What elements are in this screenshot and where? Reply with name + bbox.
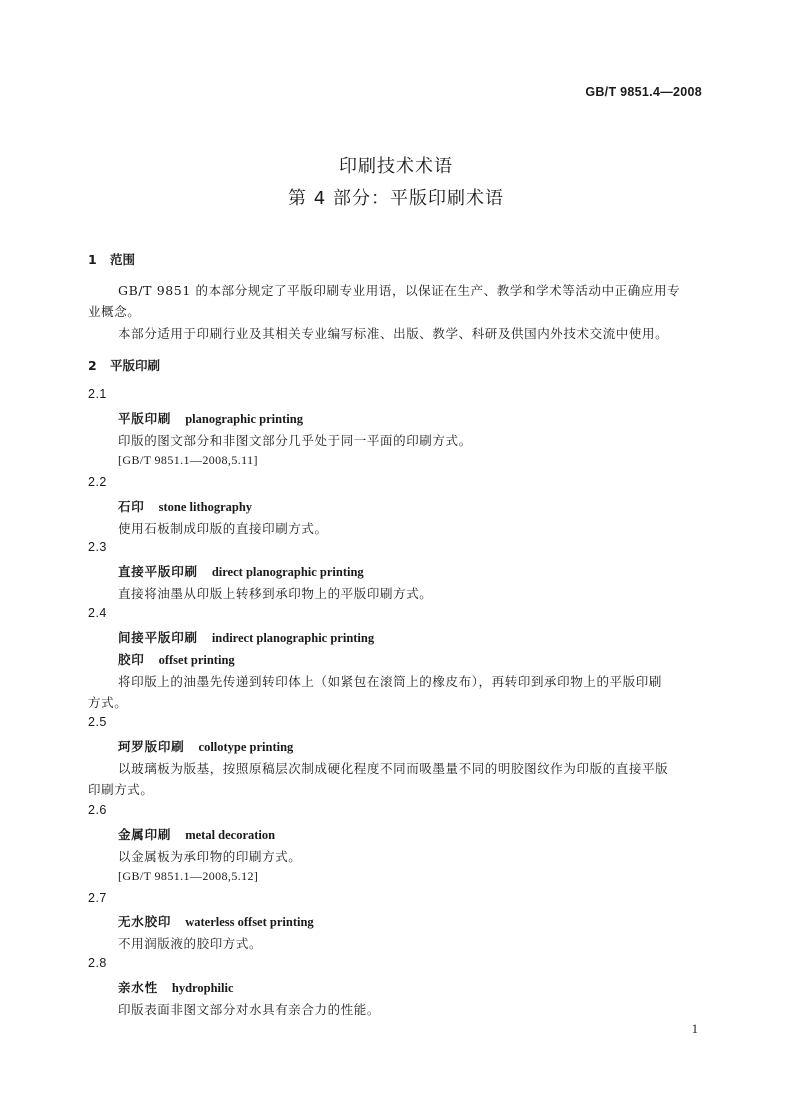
page-number: 1 xyxy=(691,1022,698,1036)
term-entry xyxy=(118,912,314,930)
term-reference: [GB/T 9851.1—2008,5.12] xyxy=(118,869,259,883)
clause-number: 2.7 xyxy=(88,891,107,905)
document-title: 印刷技术术语 xyxy=(339,156,453,177)
term-entry xyxy=(118,497,252,515)
term-chinese: 珂罗版印刷 xyxy=(118,739,185,754)
section-title: 平版印刷 xyxy=(110,358,161,373)
term-chinese: 直接平版印刷 xyxy=(118,564,198,579)
term-entry xyxy=(118,562,364,580)
term-chinese: 亲水性 xyxy=(118,980,158,995)
clause-number: 2.3 xyxy=(88,540,107,554)
term-definition: 印版的图文部分和非图文部分几乎处于同一平面的印刷方式。 xyxy=(118,433,472,448)
term-entry xyxy=(118,978,234,996)
term-definition-line2: 方式。 xyxy=(88,695,128,710)
term-english: collotype printing xyxy=(198,740,294,754)
clause-number: 2.5 xyxy=(88,715,107,729)
term-english: offset printing xyxy=(158,653,235,667)
term-definition: 不用润版液的胶印方式。 xyxy=(118,936,263,951)
clause-number: 2.1 xyxy=(88,387,107,401)
term-english: waterless offset printing xyxy=(185,915,314,929)
term-entry xyxy=(118,409,303,427)
term-entry xyxy=(118,628,374,646)
term-chinese: 无水胶印 xyxy=(118,914,172,929)
term-definition: 直接将油墨从印版上转移到承印物上的平版印刷方式。 xyxy=(118,586,433,601)
term-definition-line1: 将印版上的油墨先传递到转印体上（如紧包在滚筒上的橡皮布），再转印到承印物上的平版印刷 xyxy=(118,674,662,689)
term-definition: 以金属板为承印物的印刷方式。 xyxy=(118,849,302,864)
section-number: 1 xyxy=(88,252,97,267)
term-english: stone lithography xyxy=(158,500,253,514)
term-chinese: 间接平版印刷 xyxy=(118,630,198,645)
term-synonym-entry xyxy=(118,650,235,668)
section-number: 2 xyxy=(88,358,97,373)
section-heading-planographic xyxy=(88,356,160,374)
term-entry xyxy=(118,737,293,755)
term-chinese: 石印 xyxy=(118,499,145,514)
term-reference: [GB/T 9851.1—2008,5.11] xyxy=(118,453,258,467)
clause-number: 2.8 xyxy=(88,956,107,970)
clause-number: 2.2 xyxy=(88,475,107,489)
clause-number: 2.6 xyxy=(88,803,107,817)
term-chinese: 金属印刷 xyxy=(118,827,172,842)
term-definition-line1: 以玻璃板为版基，按照原稿层次制成硬化程度不同而吸墨量不同的明胶图纹作为印版的直接平版 xyxy=(118,761,669,776)
document-subtitle: 第 4 部分：平版印刷术语 xyxy=(288,188,504,209)
clause-number: 2.4 xyxy=(88,606,107,620)
scope-paragraph-2: 本部分适用于印刷行业及其相关专业编写标准、出版、教学、科研及供国内外技术交流中使用。 xyxy=(118,326,669,341)
standard-number: GB/T 9851.4—2008 xyxy=(585,85,702,99)
term-english: indirect planographic printing xyxy=(211,631,375,645)
scope-paragraph-line2: 业概念。 xyxy=(88,304,141,319)
term-chinese: 平版印刷 xyxy=(118,411,172,426)
term-english: metal decoration xyxy=(185,828,276,842)
scope-paragraph-line1: GB/T 9851 的本部分规定了平版印刷专业用语，以保证在生产、教学和学术等活动中正确应用专 xyxy=(118,283,681,298)
term-chinese: 胶印 xyxy=(118,652,145,667)
term-definition-line2: 印刷方式。 xyxy=(88,782,154,797)
term-english: hydrophilic xyxy=(171,981,234,995)
section-title: 范围 xyxy=(110,252,136,267)
term-english: planographic printing xyxy=(185,412,303,426)
term-definition: 印版表面非图文部分对水具有亲合力的性能。 xyxy=(118,1002,381,1017)
term-english: direct planographic printing xyxy=(211,565,364,579)
term-definition: 使用石板制成印版的直接印刷方式。 xyxy=(118,521,328,536)
section-heading-scope xyxy=(88,250,135,268)
term-entry xyxy=(118,825,275,843)
